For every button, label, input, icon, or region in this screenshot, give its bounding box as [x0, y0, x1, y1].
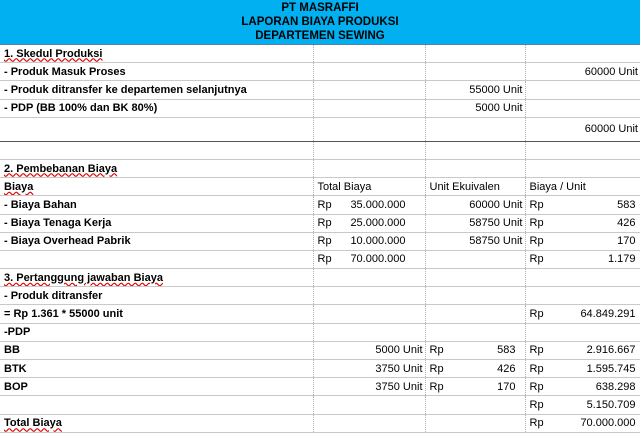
row-label: - Produk Masuk Proses [0, 63, 313, 81]
header-total: Total Biaya [313, 178, 425, 196]
header-equiv: Unit Ekuivalen [425, 178, 525, 196]
table-row: BTK 3750 Unit Rp 426 Rp 1.595.745 [0, 360, 640, 378]
table-row: - Biaya Tenaga Kerja Rp 25.000.000 58750 Unit Rp 426 [0, 214, 640, 232]
report-title: LAPORAN BIAYA PRODUKSI [241, 16, 399, 28]
table-row [0, 159, 640, 177]
transfer-calc: = Rp 1.361 * 55000 unit [0, 305, 313, 323]
table-row: - Biaya Overhead Pabrik Rp 10.000.000 58750 Unit Rp 170 [0, 232, 640, 250]
department-name: DEPARTEMEN SEWING [255, 30, 385, 42]
table-row: BOP 3750 Unit Rp 170 Rp 638.298 [0, 378, 640, 396]
row-value: 60000 Unit [525, 63, 640, 81]
row-value: 55000 Unit [425, 81, 525, 99]
row-label: BOP [0, 378, 313, 396]
row-label: - Biaya Overhead Pabrik [0, 232, 313, 250]
row-label: - Biaya Tenaga Kerja [0, 214, 313, 232]
table-row [0, 250, 640, 268]
row-label: BTK [0, 360, 313, 378]
section1-total: 60000 Unit [525, 117, 640, 141]
pdp-label: -PDP [0, 323, 313, 341]
grand-total: Rp 70.000.000 [525, 414, 640, 432]
table-row [0, 269, 640, 287]
table-row [0, 414, 640, 432]
table-row [0, 63, 640, 81]
row-label: - Produk ditransfer [0, 287, 313, 305]
header-per-unit: Biaya / Unit [525, 178, 640, 196]
table-row: BB 5000 Unit Rp 583 Rp 2.916.667 [0, 341, 640, 359]
table-row [0, 305, 640, 323]
row-label: - Produk ditransfer ke departemen selanjutnya [0, 81, 313, 99]
report-header [0, 0, 640, 45]
table-row [0, 99, 640, 117]
table-row [0, 81, 640, 99]
table-row [0, 396, 640, 414]
row-label: BB [0, 341, 313, 359]
row-label: - Biaya Bahan [0, 196, 313, 214]
section1-title: 1. Skedul Produksi [0, 45, 313, 63]
total-label: Total Biaya [0, 414, 313, 432]
section3-title: 3. Pertanggung jawaban Biaya [0, 269, 313, 287]
table-row: - Biaya Bahan Rp 35.000.000 60000 Unit Rp 583 [0, 196, 640, 214]
table-row [0, 45, 640, 63]
table-row [0, 178, 640, 196]
row-value: 5000 Unit [425, 99, 525, 117]
header-item: Biaya [0, 178, 313, 196]
table-row [0, 141, 640, 159]
cost-report-table [0, 45, 640, 433]
section2-sum-total: Rp 70.000.000 [313, 250, 425, 268]
table-row [0, 117, 640, 141]
table-row [0, 323, 640, 341]
company-name: PT MASRAFFI [281, 2, 359, 14]
section2-sum-per-unit: Rp 1.179 [525, 250, 640, 268]
section2-title: 2. Pembebanan Biaya [0, 159, 313, 177]
pdp-total: Rp 5.150.709 [525, 396, 640, 414]
transfer-value: Rp 64.849.291 [525, 305, 640, 323]
row-label: - PDP (BB 100% dan BK 80%) [0, 99, 313, 117]
table-row [0, 287, 640, 305]
